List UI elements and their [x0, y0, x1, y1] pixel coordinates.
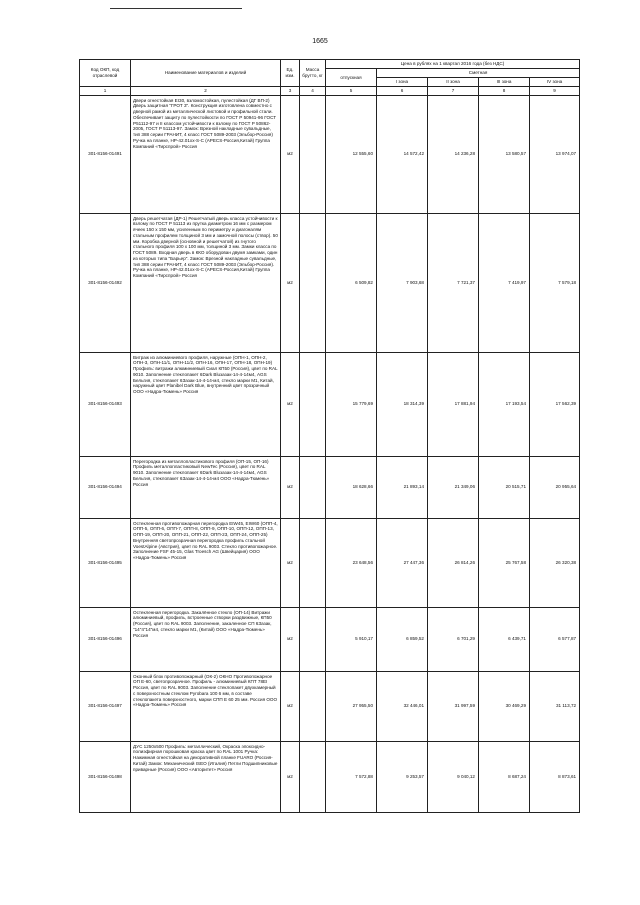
header-zone-3: III зона — [479, 78, 530, 87]
row-zone-3-price: 13 580,57 — [479, 95, 530, 213]
row-zone-1-price: 7 903,68 — [377, 213, 428, 352]
row-code: 301-8156-01498 — [80, 741, 131, 812]
column-number: 5 — [326, 87, 377, 96]
row-unit: м2 — [281, 607, 300, 671]
table-row — [80, 213, 580, 352]
top-rule — [110, 8, 242, 9]
row-mass — [300, 607, 326, 671]
page-number: 1665 — [312, 38, 328, 45]
table-row — [80, 671, 580, 741]
row-unit: м2 — [281, 671, 300, 741]
row-zone-2-price: 9 040,12 — [428, 741, 479, 812]
row-release-price: 27 955,50 — [326, 671, 377, 741]
row-zone-2-price: 21 349,06 — [428, 456, 479, 518]
row-unit: м2 — [281, 95, 300, 213]
row-code: 301-8156-01497 — [80, 671, 131, 741]
row-code: 301-8156-01492 — [80, 213, 131, 352]
row-zone-4-price: 6 577,87 — [530, 607, 580, 671]
row-mass — [300, 95, 326, 213]
row-mass — [300, 456, 326, 518]
column-number: 1 — [80, 87, 131, 96]
row-release-price: 15 779,69 — [326, 352, 377, 456]
row-description: Оконный блок противопожарный (ОК-2) ОКНО Противопожарное ОП Е-60, светопрозрачное. Профиль - алюминиевый КПТ 78ЕI Россия, цвет по RAL 9003. Заполнение стеклопакет двухкамерный с поверхностным стеклом Pyrobara 100 6 мм, в составе стеклопакета поверхностного, марки СПП Е 60 25 мм. Россия ООО «Надра-Тюмень» Россия — [131, 671, 281, 741]
row-zone-4-price: 8 873,61 — [530, 741, 580, 812]
row-mass — [300, 518, 326, 607]
column-number: 6 — [377, 87, 428, 96]
header-mass: Масса брутто, кг — [300, 60, 326, 87]
row-zone-2-price: 31 997,59 — [428, 671, 479, 741]
row-code: 301-8156-01491 — [80, 95, 131, 213]
column-number: 7 — [428, 87, 479, 96]
header-zone-4: IV зона — [530, 78, 580, 87]
row-zone-2-price: 17 881,94 — [428, 352, 479, 456]
table-row — [80, 607, 580, 671]
row-mass — [300, 213, 326, 352]
row-zone-3-price: 30 469,29 — [479, 671, 530, 741]
row-zone-2-price: 26 814,26 — [428, 518, 479, 607]
row-description: Остекленная перегородка. Закалённое стекло (ОП-14) Витражи алюминиевый, профиль, встроенные створки раздвижные, КП50 (Россия), цвет по RAL 9003. Заполнение, закаленное СП 6Зазак, "14"4"14"м4, стекло марки М1, (Китай) ООО «Надра-Тюмень» Россия — [131, 607, 281, 671]
row-mass — [300, 671, 326, 741]
column-number-row — [80, 87, 580, 96]
column-number: 2 — [131, 87, 281, 96]
row-release-price: 23 648,56 — [326, 518, 377, 607]
row-zone-1-price: 18 314,39 — [377, 352, 428, 456]
table-row — [80, 741, 580, 812]
row-zone-2-price: 7 721,37 — [428, 213, 479, 352]
header-name: Наименование материалов и изделий — [131, 60, 281, 87]
row-release-price: 7 572,88 — [326, 741, 377, 812]
row-zone-3-price: 8 687,24 — [479, 741, 530, 812]
row-zone-3-price: 20 515,71 — [479, 456, 530, 518]
row-zone-1-price: 27 447,36 — [377, 518, 428, 607]
row-zone-4-price: 13 974,07 — [530, 95, 580, 213]
row-zone-4-price: 26 320,38 — [530, 518, 580, 607]
row-zone-3-price: 7 419,97 — [479, 213, 530, 352]
row-release-price: 12 555,60 — [326, 95, 377, 213]
table-row — [80, 456, 580, 518]
row-zone-1-price: 21 893,14 — [377, 456, 428, 518]
row-description: Двери огнестойкая EI30, взломостойкая, пулестойкая (ДГ ВП-2) Дверь защитная "ГРОТ 3". Конструкция изготовлена совместно с дверной рамой из металлической листовой и профильной стали. Обеспечивает защиту по пулестойкости по ГОСТ Р 50941-96 ГОСТ Р51112-97 и II классом устойчивости к взлому по ГОСТ Р 50862-2005, ГОСТ Р 51113-97. Замок: Врезной накладные сувальдные, тип 388 серии ГРАНИТ, 4 класс ГОСТ 5089-2003 (Эльбор-Россия) Ручка на планке, НР-42.01хх-S-С (APECS-Россия,Китай) Группа Компаний «Тирспрой» Россия — [131, 95, 281, 213]
row-description: ДУС 1250х500 Профиль: металлический, Окраска эпоксидно-полиэфирная порошковая краска цвет по RAL 1001 Ручка: Нажимная огнестойкая на декоративной планке FUARO (Россия-Китай) Замок: Механический ISEO (Италия) Петли Подшипниковые приварные (Россия) ООО «Авторитет» Россия — [131, 741, 281, 812]
row-mass — [300, 741, 326, 812]
row-release-price: 6 509,82 — [326, 213, 377, 352]
header-zone-1: I зона — [377, 78, 428, 87]
row-mass — [300, 352, 326, 456]
row-code: 301-8156-01494 — [80, 456, 131, 518]
column-number: 8 — [479, 87, 530, 96]
table-row — [80, 95, 580, 213]
table-row — [80, 352, 580, 456]
header-price-group: Цена в рублях на 1 квартал 2016 года (без НДС) — [326, 60, 580, 69]
row-description: Дверь решетчатая (ДР-1) Решетчатый дверь класса устойчивости к взлому по ГОСТ Р 51113 из прутка диаметром 16 мм с размером ячеек 150 х 150 мм, усиленным по периметру и диагоналям стальным профилем толщиной 3 мм и замочной полосы (створ). 50 мм. Коробка дверной (основной и решетчатой) из гнутого стального профиля 100 х 100 мм, толщиной 3 мм. Замки класса по ГОСТ 5089. Входная дверь в ККО оборудован двумя замками, один из которых типа "Барьер". Замок: Врезной накладные сувальдные, тип 388 серии ГРАНИТ, 4 класс ГОСТ 5089-2003 (Эльбор-Россия). Ручка на планке, НР-42.01хх-S-С (APECS-Россия,Китай) Группа Компаний «Тирспрой» Россия — [131, 213, 281, 352]
row-description: Витраж из алюминиевого профиля, наружные (ОПН-1, ОПН-2, ОПН-3, ОПН-11/1, ОПН-11/2, ОПН-16, ОПН-17, ОПН-18, ОПН-19) Профиль: витражи алюминиевый Сиал КП50 (Россия), цвет по RAL 9010. Заполнение стеклопакет 6Dark Bluзазак-14-4-14м4, AGS Бельгия, стеклопакет 6Зазак-14-4-14-м4, стекло марки М1, Китай, наружный цвет Planibel Dark Blue, внутренний цвет прозрачный ООО «Надра-Тюмень» Россия — [131, 352, 281, 456]
header-code: Код ОКП, код отраслевой — [80, 60, 131, 87]
row-zone-3-price: 17 193,54 — [479, 352, 530, 456]
row-zone-3-price: 25 767,58 — [479, 518, 530, 607]
column-number: 9 — [530, 87, 580, 96]
row-zone-1-price: 9 253,57 — [377, 741, 428, 812]
row-release-price: 5 910,17 — [326, 607, 377, 671]
row-description: Остекленная противопожарная перегородка EIW45, EIW60 (ОПП-4, ОПП-5, ОПП-6, ОПП-7, ОПП-8, ОПП-9, ОПП-10, ОПП-12, ОПП-13, ОПП-19, ОПП-20, ОПП-21, ОПП-22, ОПП-23, ОПП-24, ОПП-25) Внутренняя светопрозрачная перегородка профиль стальной VoestAlpine (Австрия), цвет по RAL 9003. Стекло противопожарное. Заполнение FSF 45-15, Glas Troesch AG (Швейцария) ООО «Надра-Тюмень» Россия — [131, 518, 281, 607]
column-number: 4 — [300, 87, 326, 96]
row-unit: м2 — [281, 456, 300, 518]
row-zone-3-price: 6 439,71 — [479, 607, 530, 671]
table-row — [80, 518, 580, 607]
column-number: 3 — [281, 87, 300, 96]
row-zone-4-price: 7 579,18 — [530, 213, 580, 352]
price-table — [79, 59, 580, 813]
row-zone-4-price: 31 113,72 — [530, 671, 580, 741]
row-zone-2-price: 14 236,28 — [428, 95, 479, 213]
row-zone-1-price: 14 572,42 — [377, 95, 428, 213]
row-unit: м2 — [281, 213, 300, 352]
row-unit: м2 — [281, 352, 300, 456]
row-description: Перегородка из металлопластикового профиля (ОП-15, ОП-16) Профиль металлопластиковый NewTec (Россия), цвет по RAL 9010. Заполнение стеклопакет 6Dark Bluзазак-14-4-14м4, AGS Бельгия, стеклопакет 6Зазак-14-4-14-м4 ООО «Надра-Тюмень» Россия — [131, 456, 281, 518]
header-unit: Ед. изм. — [281, 60, 300, 87]
row-code: 301-8156-01493 — [80, 352, 131, 456]
row-zone-1-price: 32 446,01 — [377, 671, 428, 741]
row-unit: м2 — [281, 518, 300, 607]
row-unit: м2 — [281, 741, 300, 812]
row-release-price: 18 628,66 — [326, 456, 377, 518]
header-zone-2: II зона — [428, 78, 479, 87]
row-zone-2-price: 6 701,29 — [428, 607, 479, 671]
row-zone-4-price: 17 562,39 — [530, 352, 580, 456]
row-zone-4-price: 20 955,64 — [530, 456, 580, 518]
row-zone-1-price: 6 859,52 — [377, 607, 428, 671]
row-code: 301-8156-01495 — [80, 518, 131, 607]
header-estimate: Сметная — [377, 69, 580, 78]
header-release: отпускная — [326, 69, 377, 87]
row-code: 301-8156-01496 — [80, 607, 131, 671]
